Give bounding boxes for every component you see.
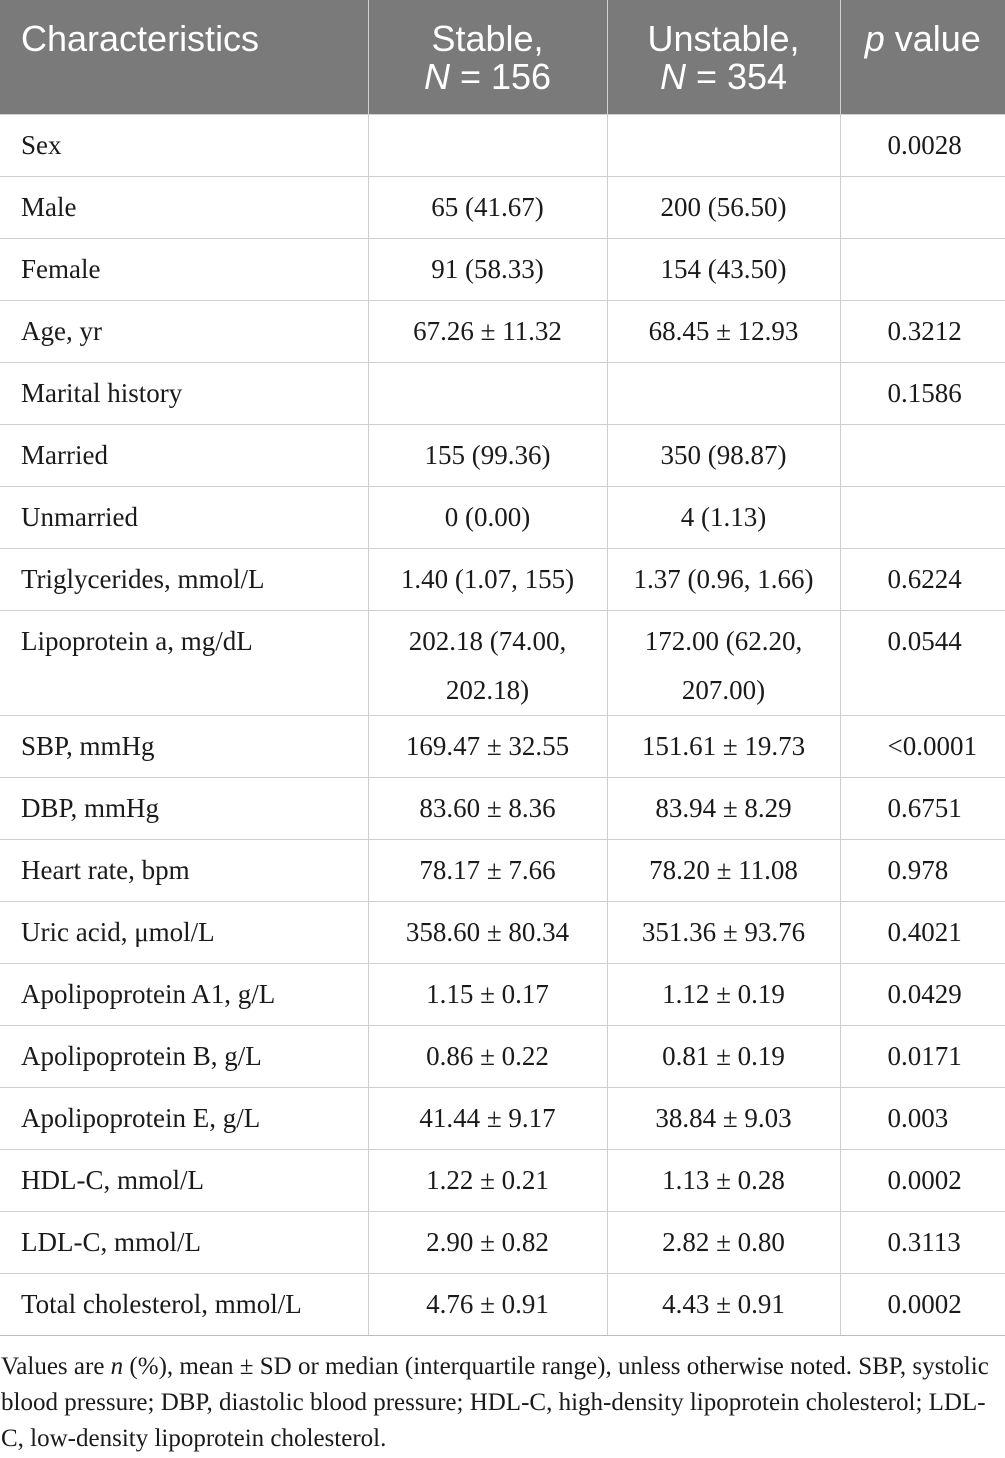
table-row (0, 177, 1005, 239)
unstable-value: 1.12 ± 0.19 (607, 964, 840, 1026)
table-row (0, 840, 1005, 902)
p-value: 0.0544 (840, 611, 1005, 716)
stable-value: 67.26 ± 11.32 (368, 301, 607, 363)
unstable-value: 83.94 ± 8.29 (607, 778, 840, 840)
row-label: Triglycerides, mmol/L (0, 549, 368, 611)
p-value: 0.003 (840, 1088, 1005, 1150)
table-row (0, 1274, 1005, 1336)
row-label: Married (0, 425, 368, 487)
p-value (840, 177, 1005, 239)
stable-value: 78.17 ± 7.66 (368, 840, 607, 902)
table-footnote: Values are n (%), mean ± SD or median (interquartile range), unless otherwise noted. SBP, systolic blood pressure; DBP, diastolic blood pressure; HDL-C, high-density lipoprotein cholesterol; LDL-C, low-density lipoprotein cholesterol. (1, 1353, 989, 1452)
table-row (0, 239, 1005, 301)
header-stable: Stable, N = 156 (368, 0, 607, 115)
p-value (840, 487, 1005, 549)
unstable-value: 4.43 ± 0.91 (607, 1274, 840, 1336)
stable-value: 1.15 ± 0.17 (368, 964, 607, 1026)
table-row (0, 363, 1005, 425)
header-p-value: p value (840, 0, 1005, 115)
p-value: 0.3212 (840, 301, 1005, 363)
stable-value: 202.18 (74.00, 202.18) (368, 611, 607, 716)
stable-value: 91 (58.33) (368, 239, 607, 301)
row-label: LDL-C, mmol/L (0, 1212, 368, 1274)
table-row (0, 902, 1005, 964)
stable-value: 1.40 (1.07, 155) (368, 549, 607, 611)
p-value: 0.0002 (840, 1274, 1005, 1336)
header-characteristics: Characteristics (0, 0, 368, 115)
table-row (0, 1212, 1005, 1274)
unstable-value: 172.00 (62.20, 207.00) (607, 611, 840, 716)
table-row (0, 964, 1005, 1026)
unstable-value: 2.82 ± 0.80 (607, 1212, 840, 1274)
p-value: 0.6224 (840, 549, 1005, 611)
table-row (0, 1088, 1005, 1150)
table-row (0, 1026, 1005, 1088)
unstable-value: 200 (56.50) (607, 177, 840, 239)
table-row (0, 716, 1005, 778)
row-label: DBP, mmHg (0, 778, 368, 840)
row-label: Age, yr (0, 301, 368, 363)
unstable-value: 78.20 ± 11.08 (607, 840, 840, 902)
row-label: Apolipoprotein E, g/L (0, 1088, 368, 1150)
unstable-value: 1.37 (0.96, 1.66) (607, 549, 840, 611)
table-row (0, 778, 1005, 840)
stable-value: 83.60 ± 8.36 (368, 778, 607, 840)
unstable-value: 1.13 ± 0.28 (607, 1150, 840, 1212)
unstable-value: 0.81 ± 0.19 (607, 1026, 840, 1088)
p-value (840, 425, 1005, 487)
unstable-value: 151.61 ± 19.73 (607, 716, 840, 778)
row-label: Marital history (0, 363, 368, 425)
row-label: Total cholesterol, mmol/L (0, 1274, 368, 1336)
row-label: HDL-C, mmol/L (0, 1150, 368, 1212)
p-value: 0.0028 (840, 115, 1005, 177)
row-label: Apolipoprotein A1, g/L (0, 964, 368, 1026)
stable-value (368, 363, 607, 425)
row-label: SBP, mmHg (0, 716, 368, 778)
row-label: Uric acid, μmol/L (0, 902, 368, 964)
row-label: Apolipoprotein B, g/L (0, 1026, 368, 1088)
stable-value: 1.22 ± 0.21 (368, 1150, 607, 1212)
row-label: Heart rate, bpm (0, 840, 368, 902)
header-row (0, 0, 1005, 115)
p-value (840, 239, 1005, 301)
stable-value: 0.86 ± 0.22 (368, 1026, 607, 1088)
unstable-value: 38.84 ± 9.03 (607, 1088, 840, 1150)
unstable-value: 350 (98.87) (607, 425, 840, 487)
table-row (0, 611, 1005, 716)
p-value: 0.4021 (840, 902, 1005, 964)
stable-value (368, 115, 607, 177)
unstable-value (607, 363, 840, 425)
stable-value: 155 (99.36) (368, 425, 607, 487)
stable-value: 0 (0.00) (368, 487, 607, 549)
unstable-value: 351.36 ± 93.76 (607, 902, 840, 964)
unstable-value: 68.45 ± 12.93 (607, 301, 840, 363)
table-row (0, 425, 1005, 487)
p-value: 0.0429 (840, 964, 1005, 1026)
p-value: 0.1586 (840, 363, 1005, 425)
header-unstable: Unstable, N = 354 (607, 0, 840, 115)
table-row (0, 301, 1005, 363)
table-row (0, 487, 1005, 549)
stable-value: 65 (41.67) (368, 177, 607, 239)
row-label: Female (0, 239, 368, 301)
p-value: 0.6751 (840, 778, 1005, 840)
p-value: 0.0171 (840, 1026, 1005, 1088)
stable-value: 4.76 ± 0.91 (368, 1274, 607, 1336)
p-value: 0.978 (840, 840, 1005, 902)
table-row (0, 115, 1005, 177)
row-label: Male (0, 177, 368, 239)
stable-value: 358.60 ± 80.34 (368, 902, 607, 964)
table-row (0, 1150, 1005, 1212)
row-label: Unmarried (0, 487, 368, 549)
stable-value: 169.47 ± 32.55 (368, 716, 607, 778)
stable-value: 2.90 ± 0.82 (368, 1212, 607, 1274)
p-value: 0.3113 (840, 1212, 1005, 1274)
unstable-value: 154 (43.50) (607, 239, 840, 301)
row-label: Sex (0, 115, 368, 177)
unstable-value (607, 115, 840, 177)
table-row (0, 549, 1005, 611)
stable-value: 41.44 ± 9.17 (368, 1088, 607, 1150)
unstable-value: 4 (1.13) (607, 487, 840, 549)
p-value: 0.0002 (840, 1150, 1005, 1212)
p-value: <0.0001 (840, 716, 1005, 778)
row-label: Lipoprotein a, mg/dL (0, 611, 368, 716)
